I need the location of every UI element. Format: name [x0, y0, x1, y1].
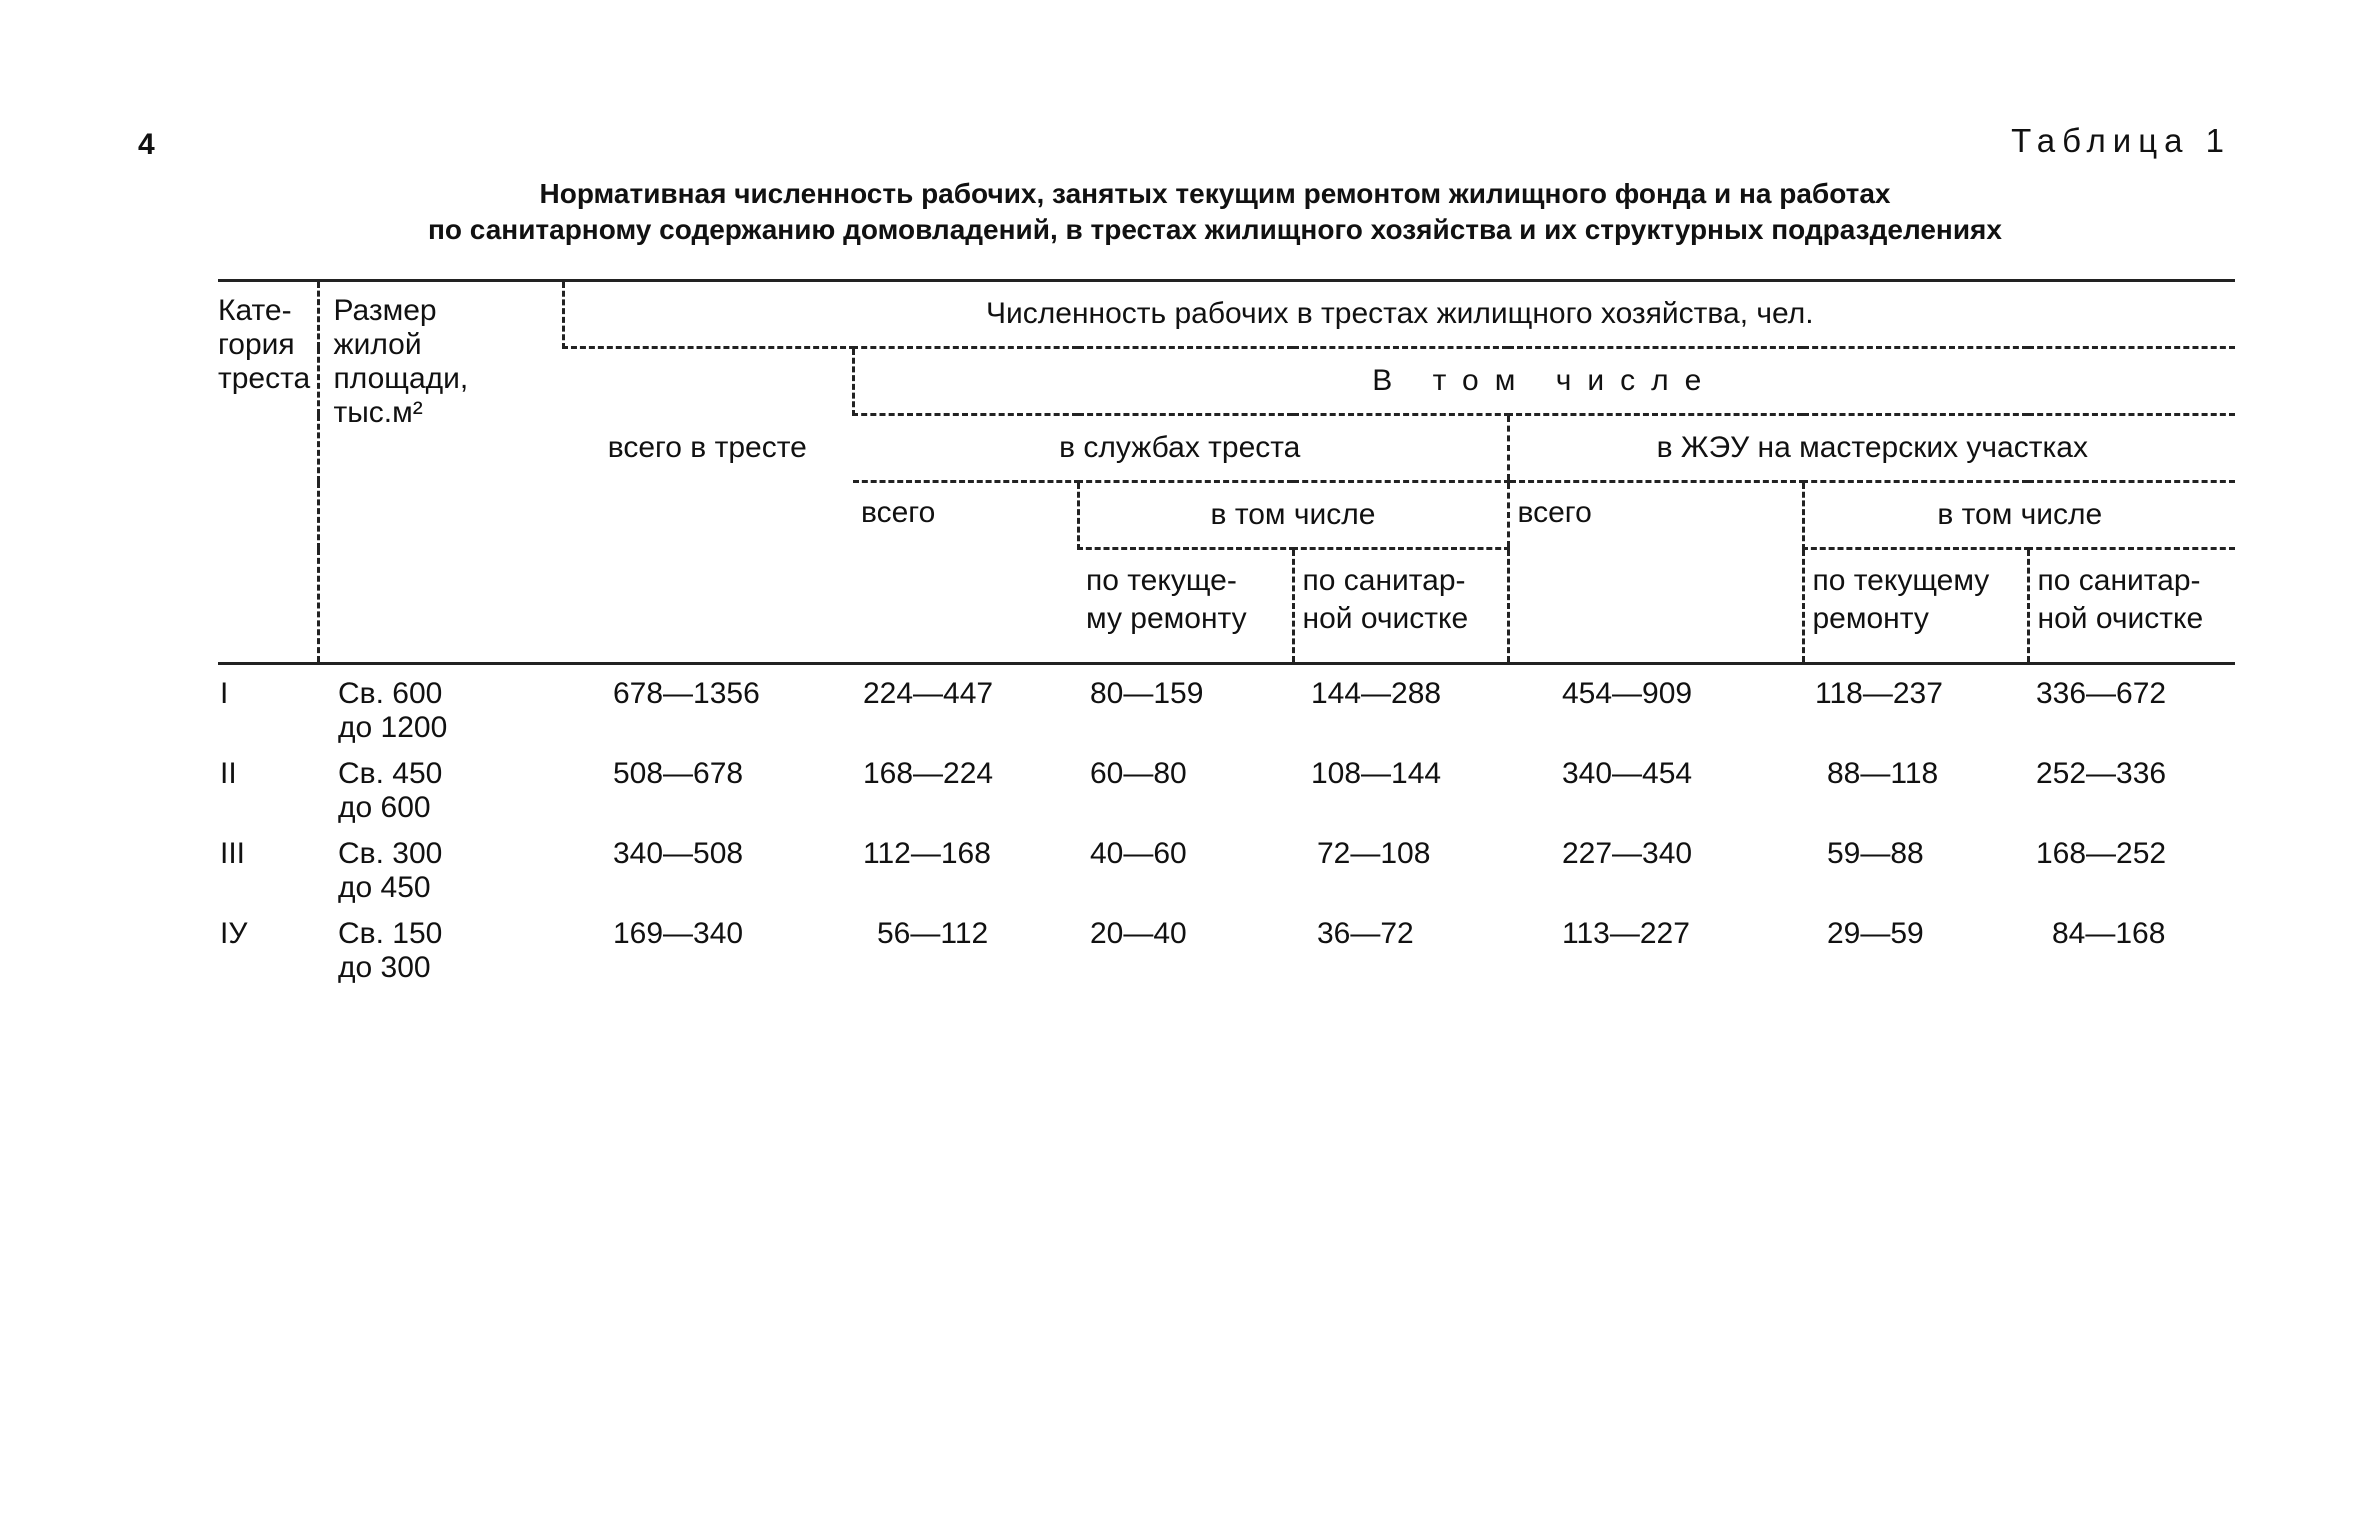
cell-size: Св. 600 до 1200	[338, 677, 448, 744]
cell-size: Св. 450 до 600	[338, 757, 443, 824]
header-main: Численность рабочих в трестах жилищного хозяйства, чел.	[563, 281, 2235, 348]
table-row	[218, 825, 2235, 905]
cell-services-sanitary: 144—288	[1311, 677, 1442, 710]
table-label: Таблица 1	[2011, 122, 2231, 159]
cell-zheu-sanitary: 168—252	[2036, 837, 2167, 870]
header-in-zheu: в ЖЭУ на мастерских участках	[1508, 415, 2235, 482]
header-services-repair: по текуще- му ремонту	[1078, 549, 1293, 664]
page-number: 4	[138, 128, 155, 161]
cell-category: II	[220, 757, 237, 790]
cell-total: 169—340	[613, 917, 744, 950]
cell-services-repair: 20—40	[1090, 917, 1187, 950]
header-zheu-all: всего	[1508, 482, 1803, 664]
header-including: В том числе	[853, 348, 2235, 415]
table-row	[218, 664, 2235, 746]
cell-zheu-repair: 118—237	[1815, 677, 1943, 710]
cell-services-all: 224—447	[863, 677, 994, 710]
cell-category: IУ	[220, 917, 248, 950]
cell-services-sanitary: 72—108	[1317, 837, 1431, 870]
cell-services-sanitary: 36—72	[1317, 917, 1414, 950]
caption-line: по санитарному содержанию домовладений, в трестах жилищного хозяйства и их структурных подразделениях	[428, 214, 2002, 245]
header-zheu-including: в том числе	[1803, 482, 2235, 549]
header-total-in-trust: всего в тресте	[563, 348, 853, 664]
cell-total: 508—678	[613, 757, 744, 790]
table-caption	[220, 176, 2210, 248]
header-size: Размер жилой площади, тыс.м²	[318, 281, 563, 664]
table-row	[218, 745, 2235, 825]
cell-services-repair: 60—80	[1090, 757, 1187, 790]
cell-services-repair: 40—60	[1090, 837, 1187, 870]
cell-size: Св. 150 до 300	[338, 917, 443, 984]
cell-zheu-sanitary: 336—672	[2036, 677, 2167, 710]
header-services-including: в том числе	[1078, 482, 1508, 549]
header-zheu-sanitary: по санитар- ной очистке	[2028, 549, 2235, 664]
cell-services-repair: 80—159	[1090, 677, 1204, 710]
cell-zheu-repair: 59—88	[1827, 837, 1924, 870]
cell-services-all: 56—112	[877, 917, 989, 950]
cell-zheu-repair: 88—118	[1827, 757, 1939, 790]
cell-total: 678—1356	[613, 677, 760, 710]
cell-services-all: 168—224	[863, 757, 994, 790]
cell-zheu-sanitary: 252—336	[2036, 757, 2167, 790]
cell-zheu-all: 227—340	[1562, 837, 1693, 870]
cell-zheu-all: 113—227	[1562, 917, 1690, 950]
header-services-sanitary: по санитар- ной очистке	[1293, 549, 1508, 664]
cell-zheu-all: 340—454	[1562, 757, 1693, 790]
cell-services-all: 112—168	[863, 837, 991, 870]
cell-zheu-repair: 29—59	[1827, 917, 1924, 950]
cell-category: I	[220, 677, 229, 710]
header-services-all: всего	[853, 482, 1078, 664]
cell-zheu-all: 454—909	[1562, 677, 1693, 710]
norms-table	[218, 279, 2235, 985]
cell-size: Св. 300 до 450	[338, 837, 443, 904]
cell-total: 340—508	[613, 837, 744, 870]
header-zheu-repair: по текущему ремонту	[1803, 549, 2028, 664]
cell-services-sanitary: 108—144	[1311, 757, 1442, 790]
header-in-services: в службах треста	[853, 415, 1508, 482]
header-category: Кате- гория треста	[218, 281, 318, 664]
caption-line: Нормативная численность рабочих, занятых текущим ремонтом жилищного фонда и на работах	[539, 178, 1891, 209]
cell-zheu-sanitary: 84—168	[2052, 917, 2166, 950]
cell-category: III	[220, 837, 246, 870]
table-row	[218, 905, 2235, 985]
